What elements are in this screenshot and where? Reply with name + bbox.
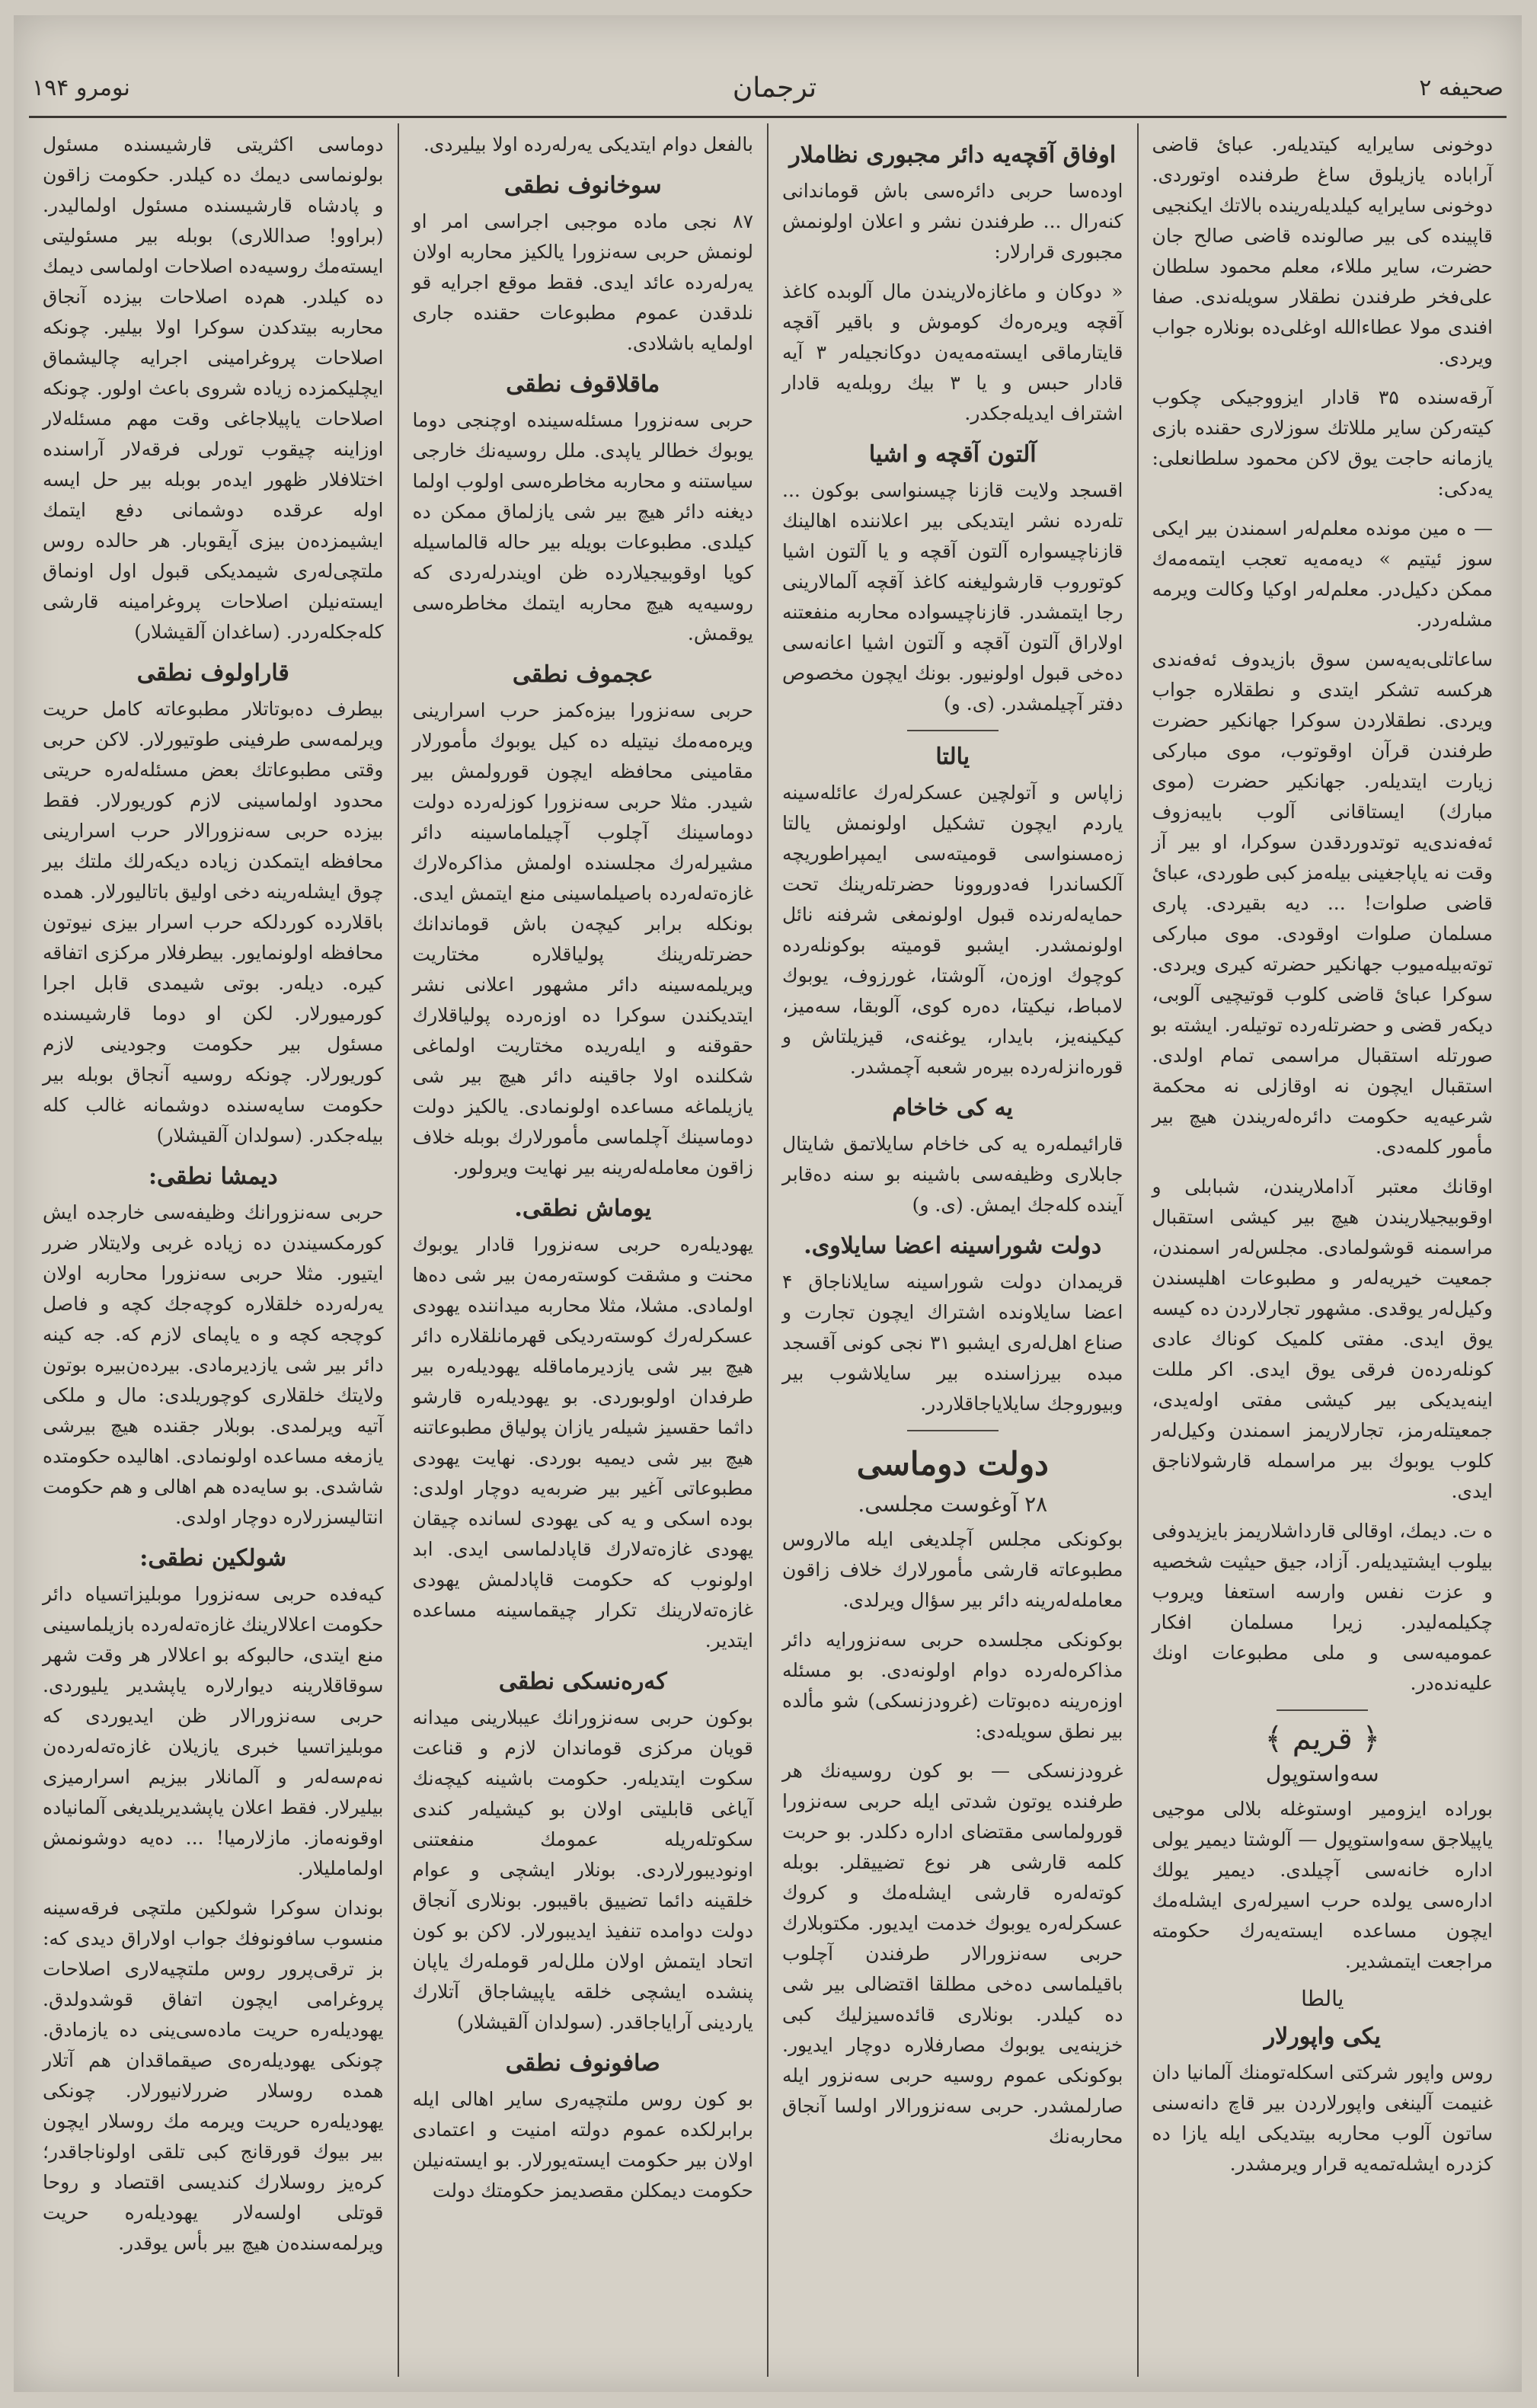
paragraph: بوراده ایزومیر اوستوغله بلالی موجیی یاپیلاجق سەواستوپول — آلوشتا دیمیر یولی اداره خانەسی آچیلدی. دیمیر یولك اداره‌سی یولده حرب اسیرلەری ایشلەمك ایچون مساعده ایسته‌یەرك حکومته مراجعت ایتمشدیر. — [1152, 1798, 1493, 1972]
headline: یوماش نطقی. — [514, 1195, 652, 1222]
paragraph: ه ت. دیمك، اوقالی قارداشلاریمز بایزیدوفی بیلوب ایشتیدیلەر. آزاد، جیق حیثیت شخصیه و عزت نفس وارسه استعفا ویروب چکیلمەلیدر. زیرا مسلمان افکار عمومیه‌سی و ملی مطبوعات اونك علیه‌نده‌در. — [1152, 1520, 1493, 1694]
paragraph: حربی سەنزورا بیزه‌کمز حرب اسرارینی ویرەمەمك نیتیله ده کیل یوبوك مأمورلار مقامینی محافظه ایچون قورولمش بیر شیدر. مثلا حربی سەنزورا کوزلەرده دولت دوماسینك آچلوب آچیلماماسینه دائر مشیرلەرك مجلسنده اولمش مذاکرەلارك غازەته‌لەرده باصیلماسینی منع ایتمش ایدی. بونکله برابر کیچەن باش قوماندانك حضرتلەرینك پولیاقلارە مختاریت ویریلمەسینه دائر مشهور اعلانی نشر ایتدیکندن سوکرا ده اوزەرده پولیاقلارك حقوقنه و ایلەریده مختاریت اولماغی شکلنده اولا جاقینه دائر هیچ بیر شی یازیلماغه مساعده اولونمادی. یالکیز دولت دوماسینك آچلماسی مأمورلارك بوبله خلاف زاقون معامله‌لەرینه بیر نهایت ویرولور. — [412, 699, 753, 1178]
paragraph: بوکونکی مجلس آچلدیغی ایله مالاروس مطبوعاته قارشی مأمورلارك خلاف زاقون معامله‌لەرینه دائر بیر سؤال ویرلدی. — [782, 1528, 1123, 1611]
paragraph: آرقه‌سنده ۳۵ قادار ایزووجیکی چکوب کیتەرکن سایر مللاتك سوزلاری حقنده بازی یازمانه حاجت یوق لاکن محمود سلطانعلی: یەدکی: — [1152, 386, 1493, 500]
headline: سوخانوف نطقی — [503, 172, 662, 199]
paragraph: روس واپور شرکتی اسکله‌تومنك آلمانیا دان غنیمت آلینغی واپورلاردن بیر قاچ دانه‌سنی ساتون آلوب محاربه بیتدیکی ایله یازا ده کزدره ایشله‌تمه‌یه قرار ویرمشدر. — [1152, 2061, 1493, 2175]
headline: دولت دوماسی — [856, 1445, 1049, 1482]
paper-name: ترجمان — [732, 72, 817, 104]
divider — [907, 1430, 999, 1431]
paragraph: « دوکان و ماغازەلاریندن مال آلوبده کاغذ آقچه ویرەرەك کوموش و باقیر آقچه قایتارماقی ایستەمەیەن دوکانجیلەر ۳ آیه قادار حبس و یا ۳ بیك روبلەیه قادار اشتراف ایدیلەجکدر. — [782, 280, 1123, 424]
column-2 — [768, 123, 1139, 2377]
paragraph: حربی سەنزورانك وظیفه‌سی خارجده ایش کورمکسیندن ده زیاده غربی ولایتلار ضرر ایتیور. مثلا حربی سەنزورا محاربه اولان یەرلەرده خلقلارە کوچه‌جك کچه و فاصل کوچجه کچه و ه یاپمای لازم که. جه ‌کینه دائر بیر شی یازدیرمادی. بیرده‌ن‌بیره بوتون ولایتك خلقلاری کوچوریلدی: مال و ملکی آتیه ویرلمدی. بوبلار جقنده هیچ بیرشی یازمغه مساعده اولونمادی. اهالیده حکومتده شاشدی. بو سایه‌ده هم اهالی و هم حکومت انتالیسزرلارە دوچار اولدی. — [43, 1201, 384, 1528]
headline: یالتا — [935, 744, 970, 770]
paragraph: زاپاس و آتولچین عسکرلەرك عائله‌سینه یاردم ایچون تشکیل اولونمش یالتا زەمسنوا‌سی قومیته‌سی ایمپراطوریچه آلکساندرا فەدوروونا حضرتلەرینك تحت حمایه‌لەرنده قبول اولونمغی شرفنه نائل اولونمشدر. ایشبو قومیته بوکونلەرده کوچوك اوزەن، آلوشتا، غورزوف، یوبوك لامباط، نیکیتا، دەره کوی، آلوبقا، سەمیز، کیکینه‌یز، بایدار، یوغنەی، قیزیلتاش و قورەانزلەرده بیرەر شعبه آچمشدر. — [782, 782, 1123, 1078]
column-3 — [399, 123, 769, 2377]
headline: یکی واپورلار — [1264, 2023, 1381, 2050]
page-label: صحیفه ۲ — [1419, 74, 1503, 101]
column-1 — [1139, 123, 1507, 2377]
paragraph: ساعاتلی‌بەیەسن سوق بازیدوف ئەفەندی هرکسه تشکر ایتدی و نطقلارە جواب ویردی. نطقلاردن سوکرا جهانکیر حضرت طرفندن قرآن اوقوتوب، موی مبارکی زیارت ایتدیلەر. جهانکیر حضرت (موی مبارك) ایستاقانی آلوب بایبەزوف ئەفەندی‌یە توتدوردقدن سوکرا، او بیر آز وقت نه یاپاجغینی بیلەمز کبی طوردی، عبائ قاضی صلوات! ... دیه بقیردی. پاری مسلمان صلوات اوقودی. موی مبارکی توتەبیلەمیوب جهانکیر حضرته کیری ویردی. سوکرا عبائ قاضی کلوب قوتیچیی آلوبی، دیکەر قضی و حضرتلەرده توتیلەر. ایشته بو صورتله استقبال مراسمی تمام اولدی. استقبال ایچون نه اوقازلی نه محکمة شرعیه‌یه حکومت دائرەلەریندن هیچ بیر مأمور کلمەدی. — [1152, 648, 1493, 1158]
paragraph: اودەسا حربی دائرەسی باش قوماندانی کنه‌رال ... طرفندن نشر و اعلان اولونمش مجبوری قرارلار: — [782, 180, 1123, 263]
headline: قاراولوف نطقی — [136, 660, 289, 686]
section-ornament: ﴿ قریم ﴾ — [1264, 1722, 1380, 1757]
paragraph: یهودیلەره حربی سەنزورا قادار یوبوك محنت و مشقت کوستەرمەن بیر شی ده‌ها اولمادی. مشلا، مثلا محاربه میداننده یهودی عسکر‌لەرك کوستەردیکی قهرمانلقلارە دائر هیچ بیر شی یازدیرماماقلە یهودیلەره بیر طرفدان اولوبوردی. بو یهودیلەره قارشو داثما حقسیز شیلەر یازان پولیاق مطبوعاتنه هیچ بیر شی دیمیه بوردی. نهایت یهودی مطبوعاتی آغیر بیر ضربه‌یه دوچار اولدی: بوده اسکی و یه کی یهودی لسانده چیقان یهودی غازەته‌لارك قاپادلماسی ایدی. ابد اولونوب که حکومت قاپادلمش یهودی غازەته‌لارینك تکرار چیقماسینه مساعده ایتدیر. — [412, 1233, 753, 1652]
paragraph: بو کون روس ملتچیه‌ری سایر اهالی ایله برابرلکده عموم دولته امنیت و اعتمادی اولان بیر حکومت ایسته‌یورلار. بو ایسته‌نیلن حکومت دیمکلن مقصدیمز حکومتك دولت — [412, 2088, 753, 2202]
masthead — [32, 61, 1503, 114]
headline: دولت شوراسینه اعضا سایلاوی. — [804, 1233, 1102, 1259]
paragraph: بالفعل دوام ایتدیکی یەرلەرده اولا بیلیردی. — [423, 133, 753, 155]
subheading: یالطا — [1301, 1986, 1344, 2011]
paragraph: بیطرف دەبوتاتلار مطبوعاته کامل حریت ویرلمه‌سی طرفینی طوتیورلار. لاکن حربی وقتی مطبوعاتك بعض مسئله‌لەره حریتی محدود اولماسینی لازم کوریورلار. فقط بیزده حربی سەنزورالار حرب اسرارینی محافظه ایتمکدن زیاده دیکەرلك ملتك بیر چوق ایشلەرینه دخی اولیق باتالیورلار. همده باقلارده کوردلكه حرب اسرار بیزی نیوتون محافظه اولونمایور. بیطرفلار مرکزی اتفاقه کیره. دیلەر. بوتی شیمدی قابل اجرا کورمیورلار. لکن او دوما قارشیسنده مسئول بیر حکومت وجودینی لازم کوریورلار. چونکه روسیه آنجاق بوبله بیر حکومت سایه‌سنده دوشمانه غالب کله بیله‌جکدر. (سولدان آلقیشلار) — [43, 698, 384, 1146]
column-4 — [29, 123, 399, 2377]
headline: دیمشا نطقی: — [148, 1163, 278, 1190]
paragraph: قریمدان دولت شوراسینه سایلاناجاق ۴ اعضا سایلاونده اشتراك ایچون تجارت و صناع اهل‌لەری ایشبو ۳۱ نجی کونی آقسجد مبده بیرزاسنده بیر سایلاشوب بیر وبیوروجك سایلایاجاقلاردر. — [782, 1271, 1123, 1415]
newspaper-page — [14, 15, 1522, 2392]
headline: یه کی خاخام — [892, 1095, 1014, 1121]
headline: شولکین نطقی: — [139, 1545, 287, 1572]
headline: ماقلاقوف نطقی — [506, 371, 660, 398]
divider — [907, 730, 999, 731]
divider — [1277, 1709, 1368, 1711]
paragraph: غرودزنسکی — بو کون روسیه‌نك هر طرفنده یوتون شدتی ایله حربی سەنزورا قورولماسی مقتضای اداره دکلدر. بو حربت کلمه قارشی هر نوع تضییقلر. بوبله کوتەلەره قارشی ایشلەمك و کروك عسکر‌لەره یوبوك خدمت ایدیور. مکتوبلارك حربی سەنزورالار طرفندن آچلوب باقیلماسی ده‌خی مطلقا اقتضالی بیر شی ده کیلدر. بونلاری قائده‌سیزلیك کبی خزینه‌یی یوبوك مصارفلارە دوچار ایدیور. بوکونکی عموم روسیه حربی سەنزور ایله صارلمشدر. حربی سەنزورالار اولسا آنجاق محاربه‌نك — [782, 1760, 1123, 2147]
columns — [29, 123, 1507, 2377]
headline: اوفاق آقچه‌یه دائر مجبوری نظاملار — [789, 142, 1117, 168]
paragraph: اوقانك معتبر آداملاریندن، شبابلی و اوقوبیجیلاریندن هیچ بیر کیشی استقبال مراسمنه قوشولمادی. مجلس‌لەر اسمندن، جمعیت خیریه‌لەر و مطبوعات اهلیسندن وکیل‌لەر یوقدی. مشهور تجارلاردن ده کیسه یوق ایدی. مفتی کلمیک کوناك عادی کونلەرده‌ن فرقی یوق ایدی. اکر مللت اینه‌یدیکی بیر کیشی مفتی اوله‌یدی، جمعیتلەرمز، تجارلاریمز اسمندن وکیل‌لەر کلوب یوبوك بیر مراسمله قارشولاناجق ایدی. — [1152, 1175, 1493, 1502]
headline: عجموف نطقی — [512, 661, 653, 688]
headline: آلتون آقچه و اشیا — [868, 441, 1037, 468]
masthead-rule — [29, 116, 1507, 118]
headline: صافونوف نطقی — [505, 2050, 660, 2077]
paragraph: اقسجد ولایت قازنا چیسنواسی بوکون ... تلەرده نشر ایتدیکی بیر اعلاننده اهالینك قازناچیسوارە آلتون آقچه و یا آلتون اشیا کوتوروب قارشولیغنه کاغذ آقچه آلمالارینی رجا ایتمشدر. قازناچیسواده محاربه منفعتنه اولاراق آلتون آقچه و آلتون اشیا اعانه‌سی ده‌خی قبول اولونیور. بونك ایچون مخصوص دفتر آچیلمشدر. (ی. و) — [782, 479, 1123, 715]
paragraph: بوندان سوکرا شولکین ملتچی فرقه‌سینه منسوب سافونوفك جواب اولاراق دیدی که: بز ترقی‌پرور روس ملتچیه‌لارى اصلاحات پروغرامی ایچون اتفاق قوشدولدق. یهودیلەره حریت مادەسی‌ینی ده یازمادق. چونکی یهودیلەره‌ی صیقماقدان هم آتلار همده روسلار ضررلانیورلار. چونکی یهودیلەره حریت ویرمە مك روسلار ایچون بیر بیوك قورقانج کبی تلقی اولوناجاقدر؛ کرەیز روسلارك کندیسی اقتصاد و روحا قوتلی اولسه‌لار یهودیلەره حریت ویرلمه‌سنده‌ن هیچ بیر بأس یوقدر. — [43, 1897, 384, 2254]
paragraph: ۸۷ نجی ماده موجبی اجراسی امر او لونمش حربی سەنزورا یالکیز محاربه اولان یەرلەرده عائد ایدی. فقط موقع اجرایه قو نلدقدن عموم مطبوعات حقنده جاری اولمایه باشلادی. — [412, 210, 753, 354]
subheading: سەواستوپول — [1265, 1761, 1379, 1786]
paragraph: حربی سەنزورا مسئله‌سینده اوچنجی دوما یوبوك خطالر یاپدی. ملل روسیه‌نك خارجی سیاستنه و محاربه مخاطره‌سی اولوب اولما دیغنه دائر هیچ بیر شی یازلماق ممکن ده کیلدی. مطبوعات بویله بیر حاله قالماسیله کویا اوقوبیجیلارده ظن اویندرلەردی که روسیه‌یه هیچ محاربه ایتمك مخاطره‌سی یوقمش. — [412, 409, 753, 644]
subheading: ۲۸ آوغوست مجلسی. — [858, 1492, 1048, 1517]
paragraph: بوکونکی مجلسده حربی سەنزورایه دائر مذاکرەلەرده دوام اولونەدی. بو مسئله اوزەرینه دەبوتات (غرودزنسکی) شو مألده بیر نطق سویله‌دی: — [782, 1629, 1123, 1742]
issue-label: نومرو ۱۹۴ — [32, 74, 130, 101]
paragraph: دوخونی سایرایه کیتدیلەر. عبائ قاضی آرابادە یازیلوق ساغ طرفنده اوتوردی. دوخونی سایرایه کیلدیلەرینده بالاتك ایکنجیی قاپینده کی بیر صالونده قاضی صالح جان حضرت، سایر مللاء، معلم محمود سلطان علی‌فخر طرفندن نطقلار سویلەندی. صفا افندی مولا عطاءالله اوغلی‌ده بونلارە جواب ویردی. — [1152, 133, 1493, 369]
headline: کەرەنسکی نطقی — [498, 1668, 667, 1695]
paragraph: دوماسی اکثریتی قارشیسنده مسئول بولونماسی دیمك ده کیلدر. حکومت زاقون و پادشاه قارشیسنده مسئول اولمالیدر. (براوو! صداللاری) بوبله بیر مسئولیتی ایسته‌مك روسیه‌ده اصلاحات اولماسی دیمك ده کیلدر. هم‌ده اصلاحات بیزده آنجاق محاربه بیتدکدن سوکرا اولا بیلیر. چونکه اصلاحات پروغرامینی اجرایه چالیشماق ایچلیکمزده زیاده شروی باعث اولور. چونکه اصلاحات یاپیلاجاغی وقت مهم مسئله‌لار اوزاینه چیقوب تورلی فرقه‌لار آراسنده اختلافلار ظهور ایدەر بوبله بیر حل ایسه اوله عرقده دوشمانی دفع ایتمك ایشیمزده‌ن بیزی آیقوبار. هر حالده روس ملتچی‌لەری شیمدیکی قبول اول اونماق ایسته‌نیلن اصلاحات پروغرامینه قارشی کله‌جکلەردر. (ساغدان آلقیشلار) — [43, 133, 384, 643]
paragraph: بوکون حربی سەنزورانك عیبلارینی میدانه قویان مرکزی قوماندان لازم و قناعت سکوت ایتدیلەر. حکومت باشینه کیچەنك آیاغی قابلیتی اولان بو کیشیلەر کندی سکوتلەریله عمومك منفعتنی اونودیبورلاردی. بونلار ایشچی و عوام خلقینه دائما تضییق باقیبور. بونلاری آنجاق دولت دوامده تنفیذ ایدیبور‌لار. لاکن بو کون اتحاد ایتمش اولان ملل‌لەر قوملەرك یاپان پنشده ایشچی خلقه یاپیشاجاق آتلارك یاردینی آرایاجاقدر. (سولدان آلقیشلار) — [412, 1706, 753, 2033]
paragraph: — ه مین مونده معلم‌لەر اسمندن بیر ایکی سوز ئیتیم » دیەمەیه تعجب ایتمەمەك ممكن دکیل‌در. معلم‌لەر اوکیا وکالت ویرمه مشلەردر. — [1152, 517, 1493, 631]
paragraph: کیه‌فده حربی سەنزورا موبلیزاتسیاه دائر حکومت اعلالارینك غازەته‌لەرده بازیلماسینی منع ایتدی، حالبوکه بو اعلالار هر وقت شهر سوقاقلارینه دیوارلارە یاپشدیر یلیوردی. حربی سەنزورالار ظن ایدیوردی که موبلیزاتسیا خبری یازیلان غازەته‌لەرده‌ن نەم‌سه‌لەر و آلمانلار بیزیم اسرارمیزی بیلیرلار. فقط اعلان یاپشدیریلدیغی آلمانیاده اوقونه‌ماز. مازلارمیا! ... ده‌یه دوشونمش اولماملیلار. — [43, 1583, 384, 1879]
paragraph: قارائیملەره یه کی خاخام سایلاتمق شایتال جابلاری وظیفه‌سی باشینه بو سنه دەقابر آینده کله‌جك ایمش. (ی. و) — [782, 1133, 1123, 1216]
